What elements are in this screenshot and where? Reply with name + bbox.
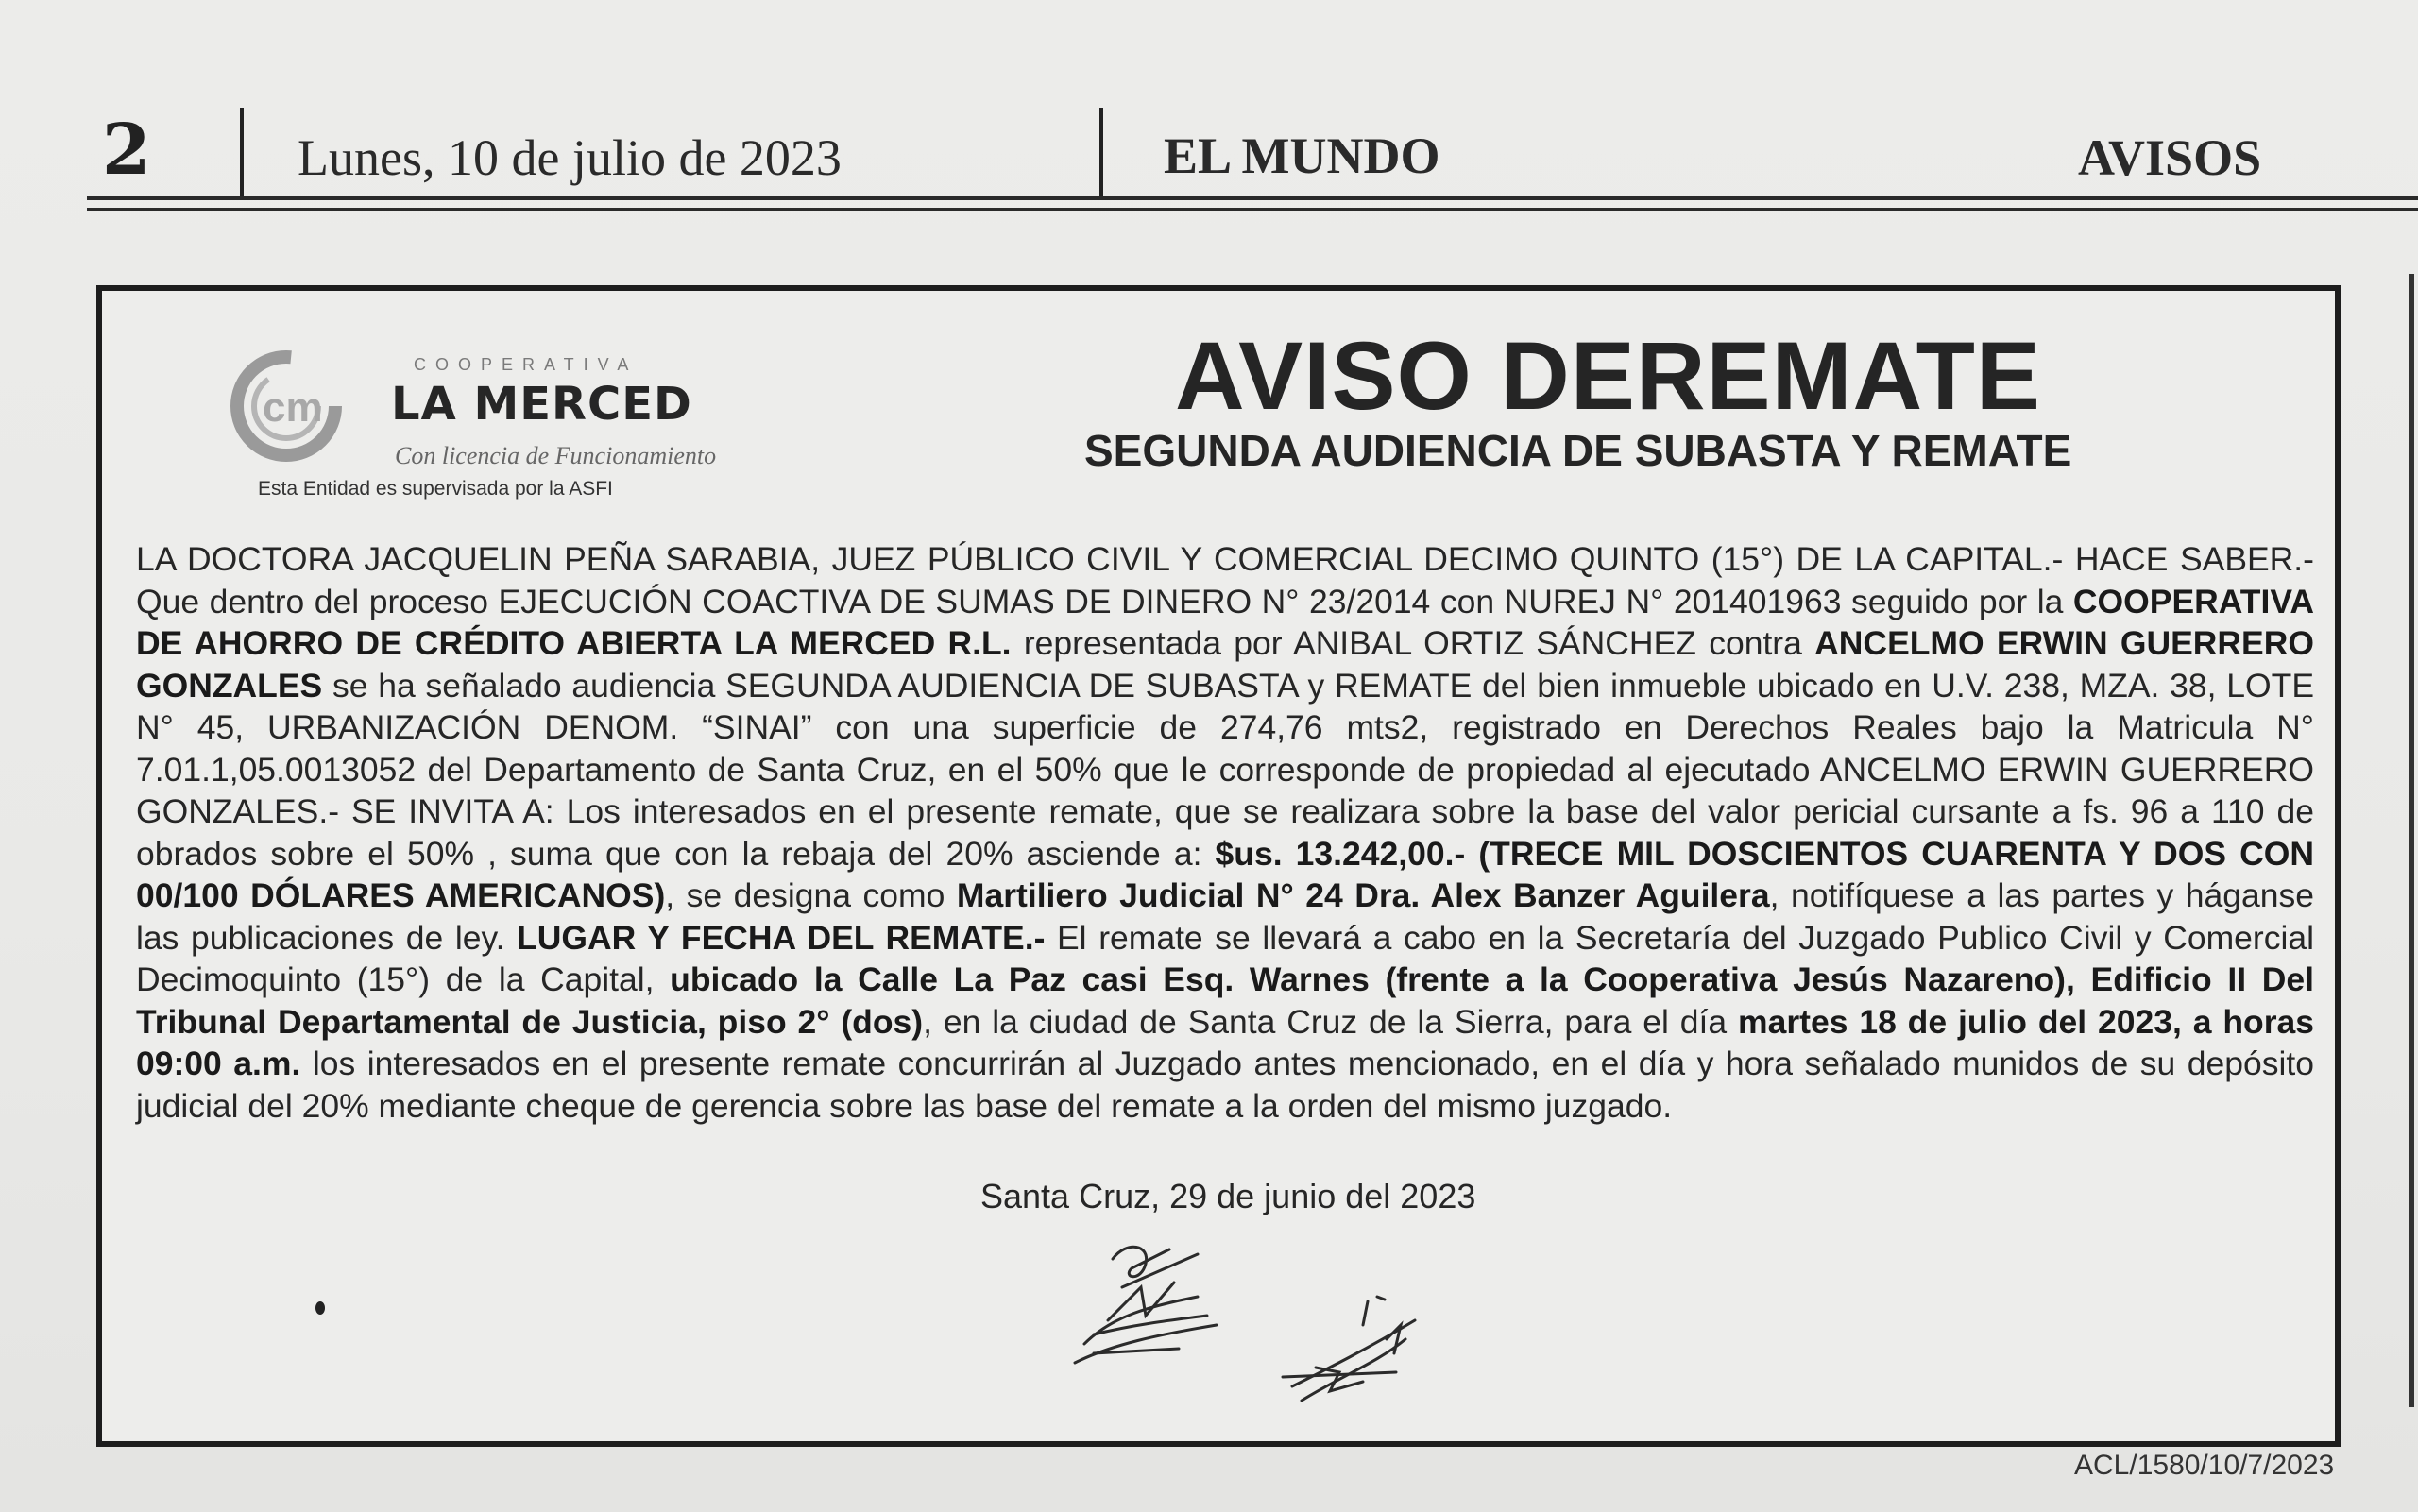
body-text: se ha señalado audiencia SEGUNDA AUDIENCIA DE SUBASTA y REMATE del bien inmueble ubicado en U.V. 238, MZA. 38, LOTE N° 45, URBANIZACIÓN DENOM. “SINAI” con una superficie de 274,76 mts2, registrado en Derechos Reales bajo la Matricula N° 7.01.1,05.0013052 del Departamento de Santa Cruz, en el 50% que le corresponde de propiedad al ejecutado ANCELMO ERWIN GUERRERO GONZALES.- SE INVITA A: Los interesados en el presente remate, que se realizara sobre la base del valor pericial cursante a fs. 96 a 110 de obrados sobre el 50% , suma que con la rebaja del 20% asciende a: xyxy=(136,666,2314,873)
page-number: 2 xyxy=(102,110,151,191)
svg-text:cm: cm xyxy=(263,384,323,431)
body-bold-text: Martiliero Judicial N° 24 Dra. Alex Banzer Aguilera xyxy=(956,876,1770,914)
newspaper-name: EL MUNDO xyxy=(1164,127,1440,184)
body-text: LA DOCTORA JACQUELIN PEÑA SARABIA, JUEZ PÚBLICO CIVIL Y COMERCIAL DECIMO QUINTO (15°) DE LA CAPITAL.- HACE SABER.- Que dentro del proceso EJECUCIÓN COACTIVA DE SUMAS DE DINERO N° 23/2014 con NUREJ N° 201401963 seguido por la xyxy=(136,540,2314,620)
header-divider xyxy=(1099,108,1103,198)
body-bold-text: martes 18 de julio del 2023, a horas 09:00 a.m. xyxy=(136,1002,2314,1082)
body-text: , se designa como xyxy=(665,876,957,914)
body-text: , notifíquese a las partes y háganse las publicaciones de ley. xyxy=(136,876,2315,957)
adjacent-column-border xyxy=(2409,274,2414,1407)
notice-body xyxy=(136,538,2314,1127)
page-header xyxy=(85,104,2418,198)
section-name: AVISOS xyxy=(2078,129,2262,186)
header-rule xyxy=(87,196,2418,200)
publication-reference: ACL/1580/10/7/2023 xyxy=(2074,1450,2335,1481)
logo-license-text: Con licencia de Funcionamiento xyxy=(395,442,717,469)
body-text: los interesados en el presente remate concurrirán al Juzgado antes mencionado, en el día y hora señalado munidos de su depósito judicial del 20% mediante cheque de gerencia sobre las base del remate a la orden del mismo juzgado. xyxy=(136,1045,2314,1125)
signature-secretary xyxy=(1273,1283,1443,1415)
notice-title: AVISO DEREMATE xyxy=(1175,322,2041,430)
asfi-supervision-note: Esta Entidad es supervisada por la ASFI xyxy=(258,478,613,500)
body-bold-text: LUGAR Y FECHA DEL REMATE.- xyxy=(517,918,1046,957)
notice-subtitle: SEGUNDA AUDIENCIA DE SUBASTA Y REMATE xyxy=(1084,426,2072,475)
issue-date: Lunes, 10 de julio de 2023 xyxy=(298,129,842,186)
signature-judge xyxy=(1056,1231,1245,1372)
logo-brand-text: LA MERCED xyxy=(391,378,692,431)
body-bold-text: ubicado la Calle La Paz casi Esq. Warnes (frente a la Cooperativa Jesús Nazareno), Edificio II Del Tribunal Departamental de Justicia, piso 2° (dos) xyxy=(136,960,2314,1041)
auction-notice xyxy=(96,285,2341,1447)
header-rule xyxy=(87,208,2418,211)
body-text: , en la ciudad de Santa Cruz de la Sierra, para el día xyxy=(923,1002,1739,1041)
body-bold-text: ANCELMO ERWIN GUERRERO GONZALES xyxy=(136,624,2314,705)
body-text: representada por ANIBAL ORTIZ SÁNCHEZ contra xyxy=(1011,624,1815,662)
place-and-date: Santa Cruz, 29 de junio del 2023 xyxy=(980,1177,1476,1215)
logo-emblem-icon xyxy=(225,348,395,470)
la-merced-logo xyxy=(225,348,754,470)
body-bold-text: COOPERATIVA DE AHORRO DE CRÉDITO ABIERTA LA MERCED R.L. xyxy=(136,582,2314,662)
body-bold-text: $us. 13.242,00.- (TRECE MIL DOSCIENTOS CUARENTA Y DOS CON 00/100 DÓLARES AMERICANOS) xyxy=(136,834,2314,914)
body-text: El remate se llevará a cabo en la Secretaría del Juzgado Publico Civil y Comercial Decimoquinto (15°) de la Capital, xyxy=(136,918,2314,998)
logo-cooperativa-text: COOPERATIVA xyxy=(414,355,639,374)
ink-speck xyxy=(315,1301,325,1315)
header-divider xyxy=(240,108,244,198)
